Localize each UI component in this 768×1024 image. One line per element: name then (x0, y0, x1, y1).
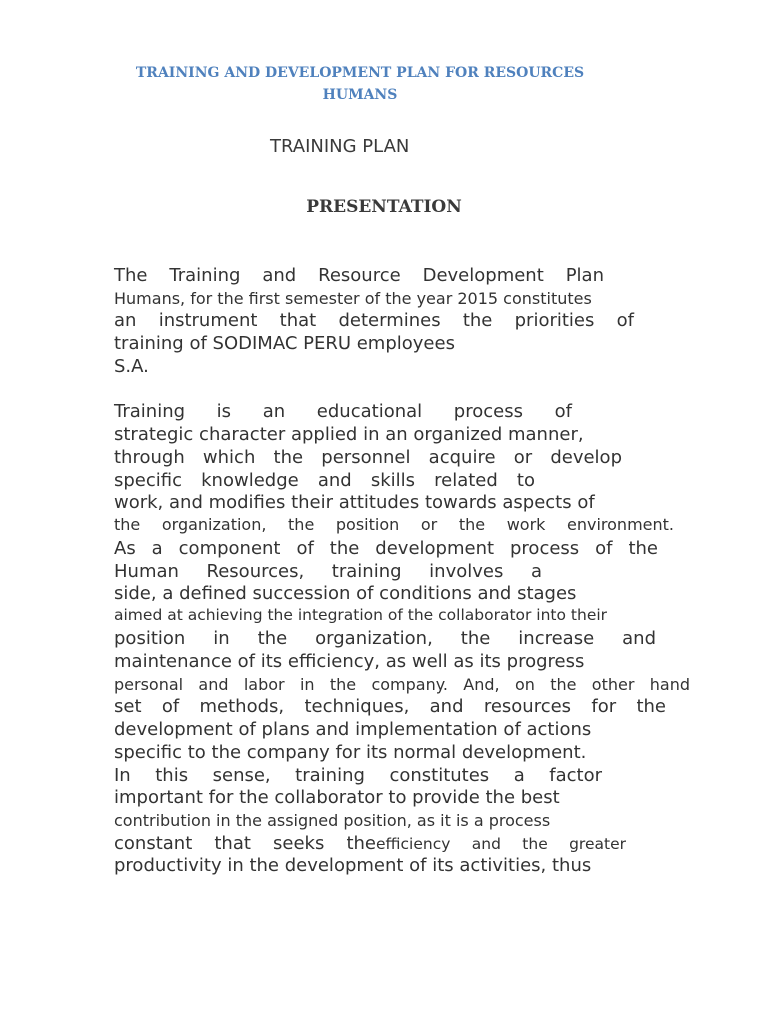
text-line: strategic character applied in an organized manner, (114, 424, 584, 445)
text-line: through which the personnel acquire or develop (114, 447, 622, 468)
text-line: contribution in the assigned position, as it is a process (114, 811, 551, 830)
text-line: training of SODIMAC PERU employees (114, 333, 455, 354)
text-line: productivity in the development of its activities, thus (114, 855, 592, 876)
title-line-1: TRAINING AND DEVELOPMENT PLAN FOR RESOURCES (135, 65, 585, 81)
text-line: set of methods, techniques, and resources for the (114, 696, 666, 717)
text-line: As a component of the development process of the (114, 538, 658, 559)
text-line: maintenance of its efficiency, as well as its progress (114, 651, 585, 672)
training-plan-subtitle: TRAINING PLAN (270, 136, 410, 157)
text-line: Training is an educational process of (114, 401, 572, 422)
text-line: Humans, for the first semester of the year 2015 constitutes (114, 289, 592, 308)
text-line: an instrument that determines the priorities of (114, 310, 634, 331)
text-line: development of plans and implementation of actions (114, 719, 592, 740)
text-line: important for the collaborator to provide the best (114, 787, 560, 808)
text-line: specific to the company for its normal development. (114, 742, 587, 763)
text-line: position in the organization, the increase and (114, 628, 656, 649)
text-fragment: constant that seeks the (114, 833, 376, 854)
text-line: In this sense, training constitutes a factor (114, 765, 602, 786)
text-line-mixed (114, 833, 690, 854)
title-line-2: HUMANS (322, 87, 398, 103)
text-line: aimed at achieving the integration of the collaborator into their (114, 606, 608, 624)
text-line: Human Resources, training involves a (114, 561, 542, 582)
text-line: personal and labor in the company. And, on the other hand (114, 675, 690, 694)
text-line: S.A. (114, 356, 149, 377)
text-fragment: efficiency and the greater (376, 835, 626, 853)
document-title (130, 62, 590, 106)
presentation-heading: PRESENTATION (306, 197, 462, 217)
text-line: work, and modifies their attitudes towards aspects of (114, 492, 595, 513)
text-line: side, a defined succession of conditions and stages (114, 583, 577, 604)
text-line: The Training and Resource Development Plan (114, 265, 604, 286)
text-line: the organization, the position or the work environment. (114, 515, 674, 534)
text-line: specific knowledge and skills related to (114, 470, 535, 491)
